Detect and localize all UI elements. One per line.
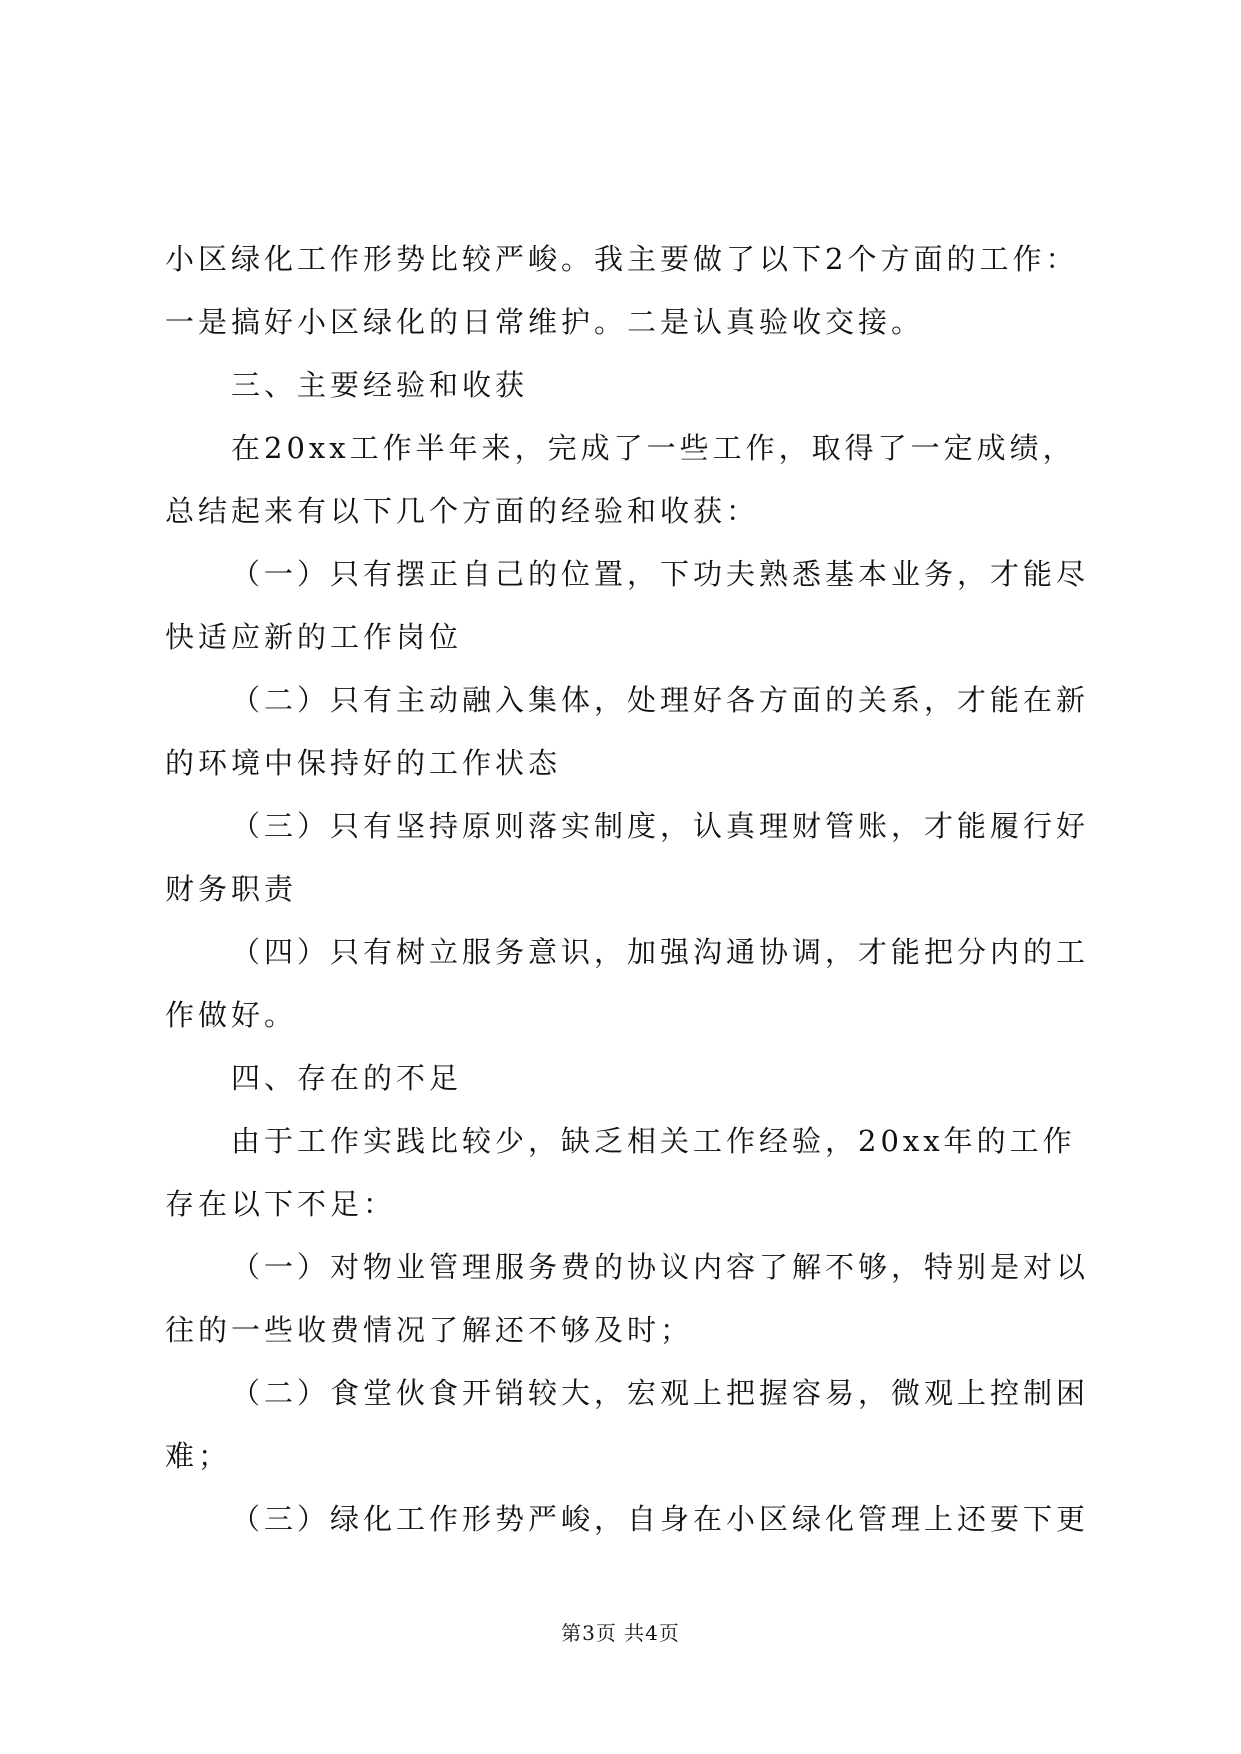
- body-line: 存在以下不足：: [165, 1187, 397, 1221]
- body-line: 难；: [165, 1439, 232, 1473]
- page-number-footer: 第3页 共4页: [561, 1621, 680, 1645]
- list-item: （三）绿化工作形势严峻，自身在小区绿化管理上还要下更: [231, 1502, 1090, 1536]
- body-line: 总结起来有以下几个方面的经验和收获：: [165, 494, 760, 528]
- section-heading: 四、存在的不足: [231, 1061, 463, 1095]
- list-item: （三）只有坚持原则落实制度，认真理财管账，才能履行好: [231, 809, 1090, 843]
- list-item: （一）只有摆正自己的位置，下功夫熟悉基本业务，才能尽: [231, 557, 1090, 591]
- list-item: （一）对物业管理服务费的协议内容了解不够，特别是对以: [231, 1250, 1090, 1284]
- body-line: 往的一些收费情况了解还不够及时；: [165, 1313, 694, 1347]
- section-heading: 三、主要经验和收获: [231, 368, 529, 402]
- list-item: （二）食堂伙食开销较大，宏观上把握容易，微观上控制困: [231, 1376, 1090, 1410]
- body-line: 由于工作实践比较少，缺乏相关工作经验，20xx年的工作: [231, 1124, 1076, 1158]
- list-item: （四）只有树立服务意识，加强沟通协调，才能把分内的工: [231, 935, 1090, 969]
- body-line: 在20xx工作半年来，完成了一些工作，取得了一定成绩，: [231, 431, 1076, 465]
- document-body: [165, 228, 1090, 1551]
- body-line: 小区绿化工作形势比较严峻。我主要做了以下2个方面的工作：: [165, 242, 1079, 276]
- body-line: 财务职责: [165, 872, 298, 906]
- body-line: 一是搞好小区绿化的日常维护。二是认真验收交接。: [165, 305, 925, 339]
- body-line: 作做好。: [165, 998, 298, 1032]
- body-line: 的环境中保持好的工作状态: [165, 746, 562, 780]
- body-line: 快适应新的工作岗位: [165, 620, 463, 654]
- list-item: （二）只有主动融入集体，处理好各方面的关系，才能在新: [231, 683, 1090, 717]
